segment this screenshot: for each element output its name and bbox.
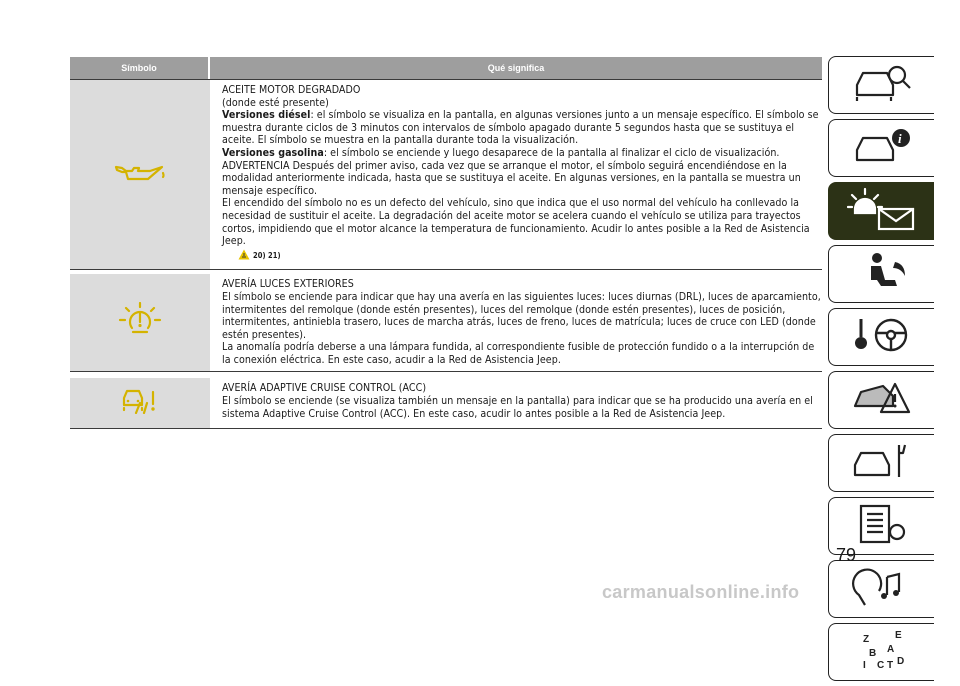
symbol-cell xyxy=(70,80,210,269)
table-row xyxy=(70,79,822,270)
svg-text:D: D xyxy=(896,655,904,667)
tab-car-info[interactable] xyxy=(828,119,934,177)
meaning-cell xyxy=(210,378,822,428)
car-crash-warning-icon xyxy=(851,376,913,425)
row-text: El símbolo se enciende (se visualiza también un mensaje en la pantalla) para indicar que se ha producido una avería en el sistema Adaptive Cruise Control (ACC). En este caso, acudir lo antes posible a la Red de Asistencia Jeep. xyxy=(222,395,813,420)
svg-text:E: E xyxy=(894,629,902,641)
row-title: AVERÍA LUCES EXTERIORES xyxy=(222,278,354,291)
car-info-icon xyxy=(851,126,913,171)
diesel-paragraph xyxy=(222,109,822,147)
index-letters-icon xyxy=(851,628,913,677)
header-meaning: Qué significa xyxy=(210,57,822,79)
meaning-cell xyxy=(210,274,822,371)
table-row xyxy=(70,372,822,429)
table-header xyxy=(70,57,822,79)
warning-references xyxy=(238,249,822,265)
svg-text:i: i xyxy=(897,130,902,146)
warning-light-message-icon xyxy=(847,187,917,236)
diesel-text: : el símbolo se visualiza en la pantalla, en algunas versiones junto a un mensaje específico. El símbolo se muestra durante ciclos de 3 minutos con intervalos de símbolo apagado durante 5 segundos hasta que se sustituya el aceite. El símbolo se muestra en la pantalla durante toda la visualización. xyxy=(222,109,819,147)
seat-airbag-icon xyxy=(851,250,913,299)
warning-paragraph: ADVERTENCIA Después del primer aviso, cada vez que se arranque el motor, el símbolo seguirá encendiéndose en la modalidad anteriormente indicada, hasta que se sustituya el aceite. En algunas versiones, en la pantalla se muestra un mensaje específico. xyxy=(222,159,801,197)
gasoline-label: Versiones gasolina xyxy=(222,146,324,159)
multimedia-icon xyxy=(851,565,913,614)
svg-text:B: B xyxy=(868,647,876,659)
reference-numbers: 20) 21) xyxy=(253,251,281,261)
symbol-cell xyxy=(70,378,210,428)
svg-text:C: C xyxy=(876,659,884,671)
tab-warning-lights[interactable] xyxy=(828,182,934,240)
gasoline-paragraph xyxy=(222,147,822,160)
svg-text:I: I xyxy=(862,659,866,671)
row-title: ACEITE MOTOR DEGRADADO xyxy=(222,84,361,96)
tab-multimedia[interactable] xyxy=(828,560,934,618)
header-symbol: Símbolo xyxy=(70,57,208,79)
meaning-cell xyxy=(210,80,822,269)
page-number: 79 xyxy=(836,545,857,565)
row-title: AVERÍA ADAPTIVE CRUISE CONTROL (ACC) xyxy=(222,382,427,395)
warning-triangle-icon xyxy=(238,249,250,265)
car-search-icon xyxy=(851,63,913,108)
row-text: La anomalía podría deberse a una lámpara fundida, al correspondiente fusible de protección fundido o a la interrupción de la conexión eléctrica. En este caso, acudir a la Red de Asistencia Jeep. xyxy=(222,341,815,366)
car-tools-icon xyxy=(851,439,913,488)
svg-text:A: A xyxy=(886,643,894,655)
table-row xyxy=(70,270,822,372)
row-text: El símbolo se enciende para indicar que hay una avería en las siguientes luces: luces diurnas (DRL), luces de aparcamiento, intermitentes del remolque (donde estén presentes), luces del remolque (donde estén presentes), luces de posición, intermitentes, antiniebla trasero, luces de marcha atrás, luces de freno, luces de matrícula; luces de cruce con LED (donde estén presentes). xyxy=(222,290,821,341)
extra-paragraph: El encendido del símbolo no es un defecto del vehículo, sino que indica que el uso normal del vehículo ha conllevado la necesidad de sustituir el aceite. La degradación del aceite motor se acelera cuando el vehículo se utiliza para trayectos cortos, impidiendo que el motor alcance la temperatura de funcionamiento. Acudir lo antes posible a la Red de Asistencia Jeep. xyxy=(222,197,810,248)
tab-index[interactable] xyxy=(828,623,934,681)
tab-maintenance[interactable] xyxy=(828,434,934,492)
acc-failure-icon xyxy=(120,388,160,419)
tab-seat-safety[interactable] xyxy=(828,245,934,303)
steering-key-icon xyxy=(851,313,913,362)
chapter-tabs xyxy=(828,56,934,686)
diesel-label: Versiones diésel xyxy=(222,109,311,122)
specifications-list-icon xyxy=(851,502,913,551)
gasoline-text: : el símbolo se enciende y luego desaparece de la pantalla al finalizar el ciclo de visualización. xyxy=(323,146,780,159)
oil-can-icon xyxy=(114,162,166,187)
tab-emergency[interactable] xyxy=(828,371,934,429)
exterior-lights-failure-icon xyxy=(118,302,162,343)
tab-car-search[interactable] xyxy=(828,56,934,114)
svg-text:Z: Z xyxy=(862,633,869,645)
warning-symbols-table xyxy=(70,57,822,429)
row-subtitle: (donde esté presente) xyxy=(222,96,329,109)
watermark: carmanualsonline.info xyxy=(602,582,800,602)
tab-starting-driving[interactable] xyxy=(828,308,934,366)
svg-text:T: T xyxy=(886,659,893,671)
symbol-cell xyxy=(70,274,210,371)
